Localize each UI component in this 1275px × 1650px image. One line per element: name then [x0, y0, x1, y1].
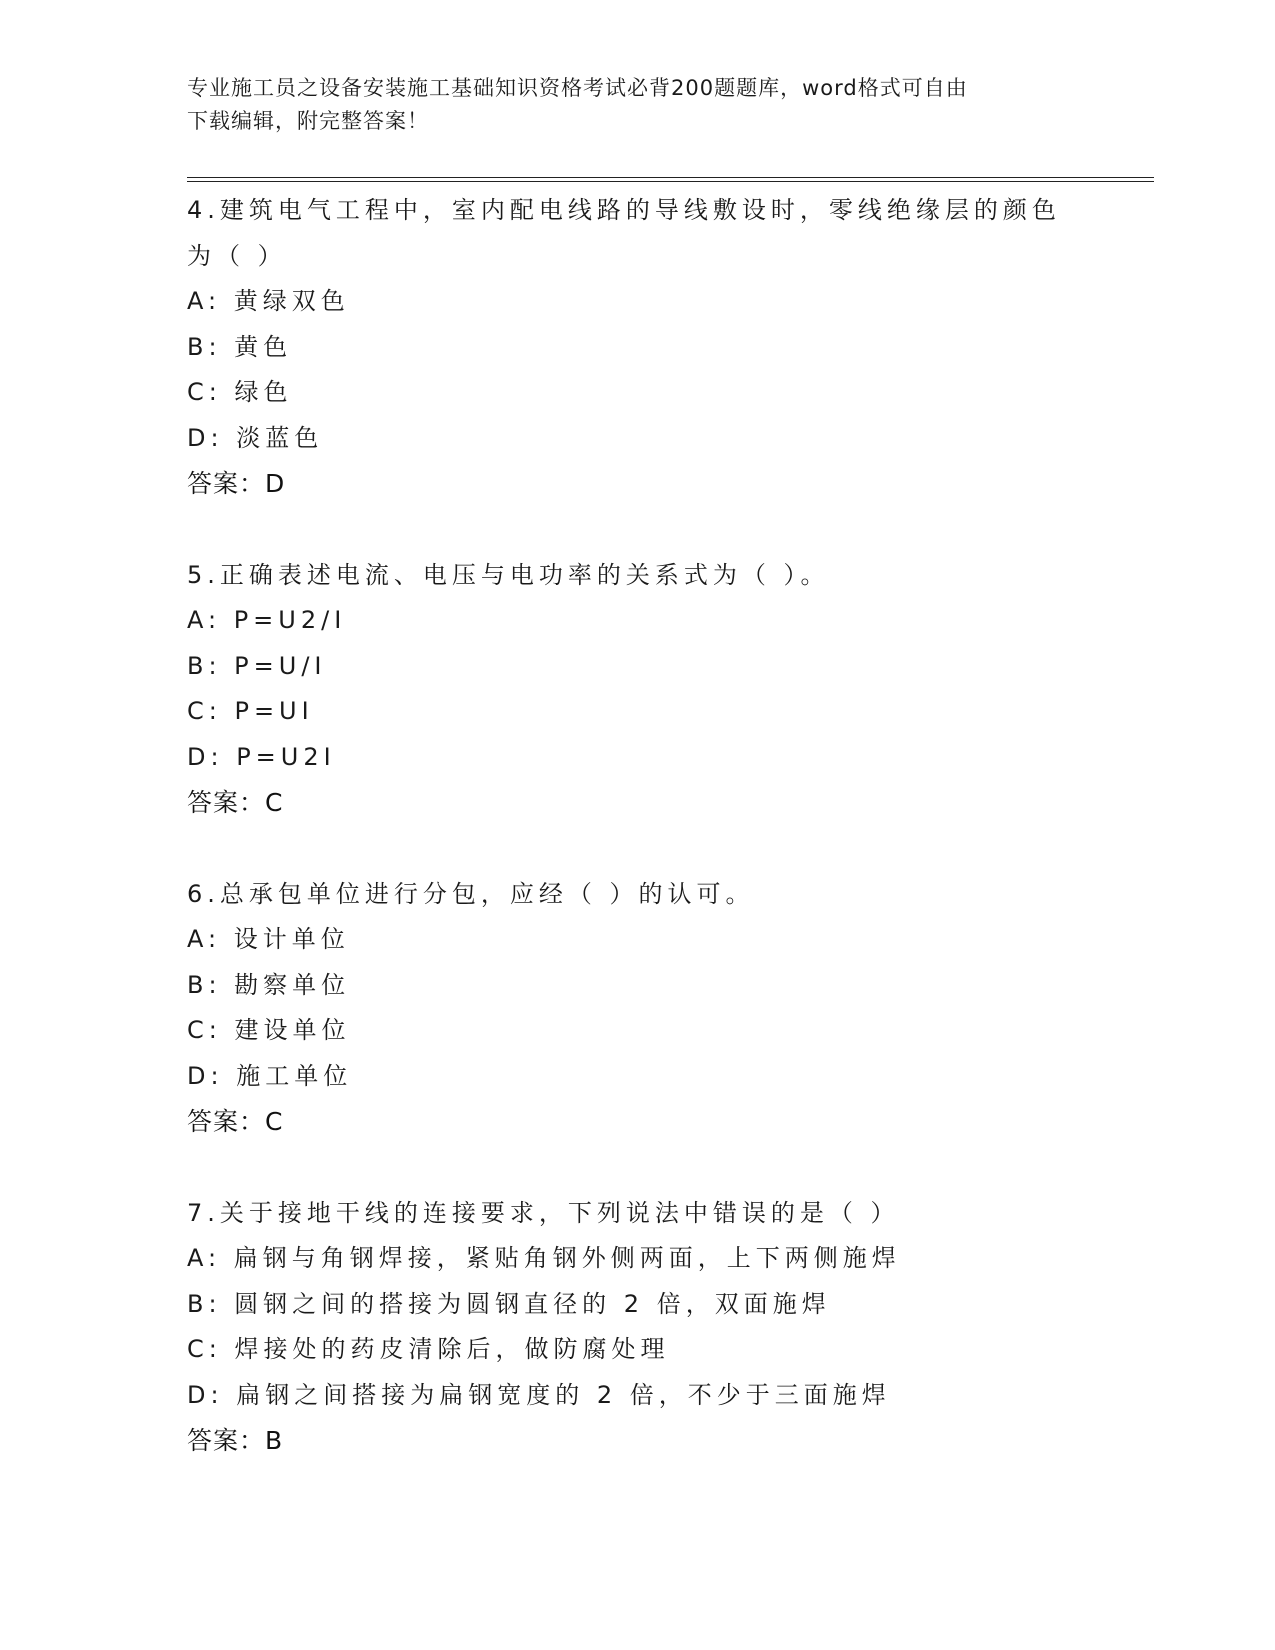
question-stem: 7.关于接地干线的连接要求，下列说法中错误的是（ ） — [187, 1198, 900, 1227]
question-5 — [187, 553, 1147, 826]
question-stem: 5.正确表述电流、电压与电功率的关系式为（ ）。 — [187, 560, 830, 589]
question-4 — [187, 188, 1147, 507]
option-a: A: 扁钢与角钢焊接，紧贴角钢外侧两面，上下两侧施焊 — [187, 1244, 901, 1272]
answer-line: 答案：B — [187, 1426, 284, 1455]
answer-line: 答案：C — [187, 788, 284, 817]
option-a: A: 设计单位 — [187, 925, 350, 953]
option-b: B: P=U/I — [187, 651, 327, 680]
answer-line: 答案：C — [187, 1107, 284, 1136]
option-c: C: 建设单位 — [187, 1016, 351, 1044]
option-c: C: 焊接处的药皮清除后，做防腐处理 — [187, 1335, 670, 1363]
header-divider-bottom — [187, 181, 1154, 182]
option-d: D: 扁钢之间搭接为扁钢宽度的 2 倍，不少于三面施焊 — [187, 1380, 891, 1409]
header-line-1: 专业施工员之设备安装施工基础知识资格考试必背200题题库，word格式可自由 — [187, 76, 968, 100]
option-a: A: 黄绿双色 — [187, 287, 350, 315]
question-stem: 6.总承包单位进行分包，应经（ ）的认可。 — [187, 879, 755, 908]
option-c: C: 绿色 — [187, 378, 293, 406]
option-c: C: P=UI — [187, 697, 314, 725]
question-6 — [187, 872, 1147, 1145]
header-divider-top — [187, 177, 1154, 178]
option-d: D: 施工单位 — [187, 1061, 353, 1090]
header-line-2: 下载编辑，附完整答案！ — [187, 109, 429, 133]
question-stem: 4.建筑电气工程中，室内配电线路的导线敷设时，零线绝缘层的颜色为（ ） — [187, 196, 1061, 270]
option-b: B: 勘察单位 — [187, 970, 351, 999]
option-b: B: 黄色 — [187, 332, 293, 361]
option-b: B: 圆钢之间的搭接为圆钢直径的 2 倍，双面施焊 — [187, 1289, 831, 1318]
answer-line: 答案：D — [187, 469, 286, 498]
document-header — [187, 72, 1087, 138]
option-a: A: P=U2/I — [187, 606, 347, 634]
question-list — [187, 188, 1147, 1510]
option-d: D: P=U2I — [187, 742, 336, 771]
question-7 — [187, 1191, 1147, 1464]
option-d: D: 淡蓝色 — [187, 423, 324, 452]
